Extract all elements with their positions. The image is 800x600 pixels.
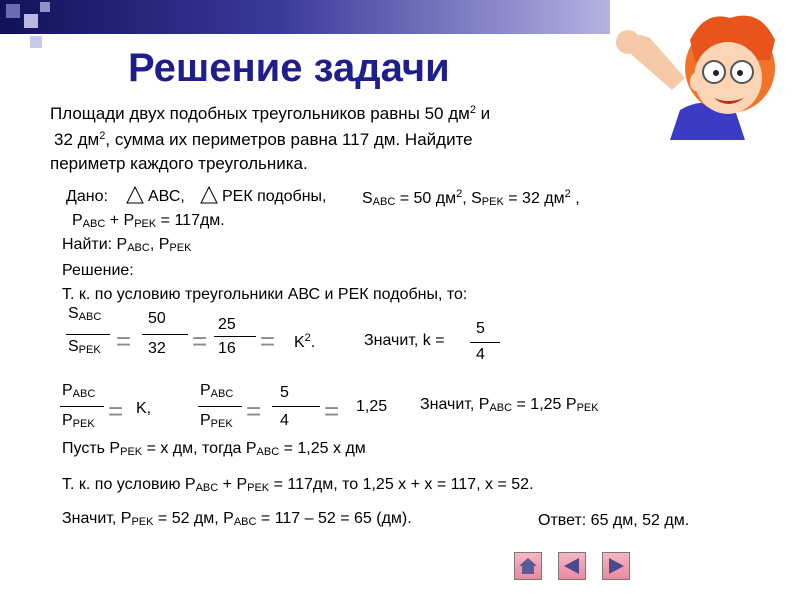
equals-sign: = [260,326,276,356]
reasoning-line: Т. к. по условию треугольники АВС и РЕК подобны, то: [62,286,468,303]
back-button[interactable] [558,552,586,580]
ratio-p-denominator: PPEK [200,412,233,430]
ratio-p-numerator: PABC [62,382,96,400]
problem-line-3: периметр каждого треугольника. [50,154,308,173]
fraction-bar [142,334,188,335]
ratio-p-denominator: PPEK [62,412,95,430]
forward-button[interactable] [602,552,630,580]
fraction-numerator: 50 [148,310,166,327]
fraction-denominator: 4 [280,412,289,429]
ratio-k: K, [136,400,152,417]
given-perimeter-sum: PABC + PPEK = 117дм. [72,212,225,230]
triangle-icon [126,186,144,204]
answer-text: Ответ: 65 дм, 52 дм. [538,512,690,529]
fraction-denominator: 4 [476,346,485,363]
fraction-bar [470,342,500,343]
ratio-p-numerator: PABC [200,382,234,400]
perimeter-relation: Значит, PABC = 1,25 PPEK [420,396,599,414]
fraction-numerator: 25 [218,316,236,333]
equals-sign: = [324,396,340,426]
problem-line-2: 32 $дм^2$, сумма их периметров равна 117 дм. Найдите [54,130,473,149]
ratio-value: 1,25 [356,398,388,415]
equals-sign: = [108,396,124,426]
ratio-s-denominator: SPEK [68,338,101,356]
page-title: Решение задачи [128,46,450,90]
equals-sign: = [116,326,132,356]
find-line: Найти: PABC, PPEK [62,236,192,254]
equals-sign: = [192,326,208,356]
solution-label: Решение: [62,262,134,279]
decor-square [6,4,20,18]
given-areas: SABC = 50 $дм^2$, SPEK = 32 $дм^2$ , [362,188,580,208]
triangle-icon [200,186,218,204]
given-label: Дано: [66,188,108,205]
let-line: Пусть PPEK = х дм, тогда PABC = 1,25 х дм [62,440,366,458]
given-triangle-abc: АВС, [148,188,185,205]
fraction-bar [60,406,104,407]
triangle-left-icon [559,553,585,579]
fraction-bar [272,406,320,407]
decor-square [40,2,50,12]
equals-sign: = [246,396,262,426]
given-triangle-rek: РЕК подобны, [222,188,327,205]
home-icon [515,553,541,579]
fraction-denominator: 16 [218,340,236,357]
home-button[interactable] [514,552,542,580]
decor-square [30,36,42,48]
fraction-numerator: 5 [476,320,485,337]
fraction-bar [198,406,242,407]
fraction-denominator: 32 [148,340,166,357]
sum-line: Т. к. по условию PABC + PPEK = 117дм, то 1,25 х + х = 117, х = 52. [62,476,534,494]
problem-line-1: Площади двух подобных треугольников равны 50 $дм^2$ и [50,104,491,123]
triangle-right-icon [603,553,629,579]
k-squared: $K^2$. [294,332,316,351]
fraction-bar [66,334,110,335]
decor-square [24,14,38,28]
fraction-numerator: 5 [280,384,289,401]
cartoon-boy-illustration [610,0,800,140]
ratio-s-numerator: SABC [68,305,102,323]
fraction-bar [214,336,256,337]
conclusion-line: Значит, PPEK = 52 дм, PABC = 117 – 52 = 65 (дм). [62,510,412,528]
k-value-label: Значит, k = [364,332,445,349]
